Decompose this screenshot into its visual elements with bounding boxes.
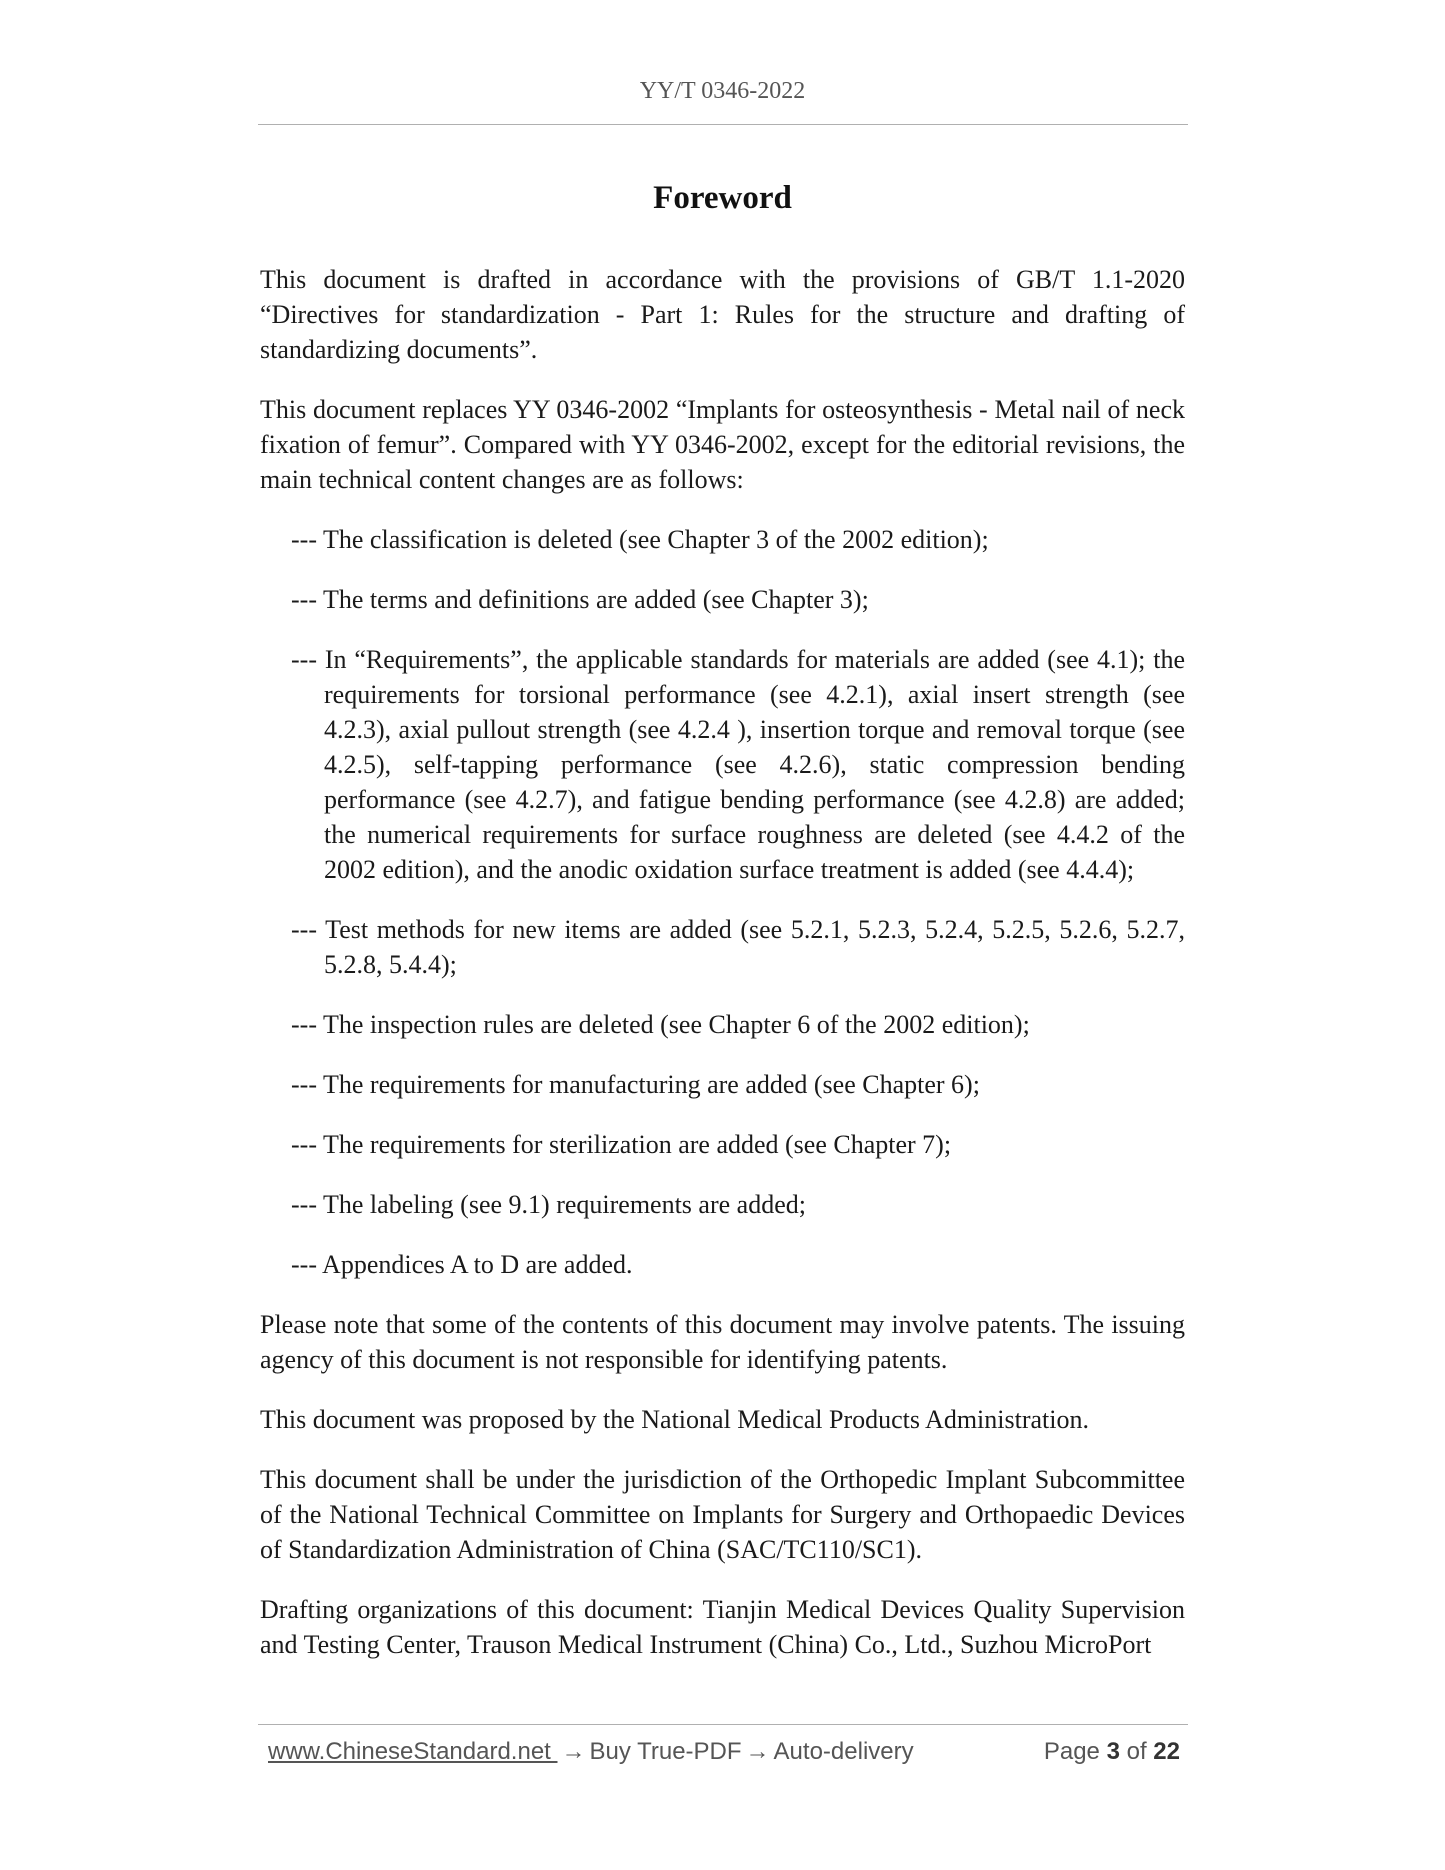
change-item: --- The terms and definitions are added (see Chapter 3); <box>291 585 869 614</box>
drafting-organizations-paragraph: Drafting organizations of this document: Tianjin Medical Devices Quality Supervision and Testing Center, Trauson Medical Instrument (China) Co., Ltd., Suzhou MicroPort <box>260 1595 1185 1659</box>
intro-paragraph-replaces: This document replaces YY 0346-2002 “Implants for osteosynthesis - Metal nail of neck fixation of femur”. Compared with YY 0346-2002, except for the editorial revisions, the main technical content changes are as follows: <box>260 395 1185 494</box>
patent-paragraph: Please note that some of the contents of this document may involve patents. The issuing agency of this document is not responsible for identifying patents. <box>260 1310 1185 1374</box>
buy-true-pdf-text: Buy True-PDF <box>589 1738 742 1765</box>
change-item: --- The labeling (see 9.1) requirements are added; <box>291 1190 806 1219</box>
change-item: --- The inspection rules are deleted (see Chapter 6 of the 2002 edition); <box>291 1010 1030 1039</box>
footer-promo <box>268 1738 914 1766</box>
change-item: --- The requirements for sterilization are added (see Chapter 7); <box>291 1130 952 1159</box>
change-item: --- Appendices A to D are added. <box>291 1250 633 1279</box>
page-label: Page <box>1043 1738 1100 1765</box>
current-page-number: 3 <box>1106 1738 1120 1765</box>
change-item: --- In “Requirements”, the applicable standards for materials are added (see 4.1); the requirements for torsional performance (see 4.2.1), axial insert strength (see 4.2.3), axial pullout strength (see 4.2.4 ), insertion torque and removal torque (see 4.2.5), self-tapping performance (see 4.2.6), static compression bending performance (see 4.2.7), and fatigue bending performance (see 4.2.8) are added; the numerical requirements for surface roughness are deleted (see 4.4.2 of the 2002 edition), and the anodic oxidation surface treatment is added (see 4.4.4); <box>291 645 1185 884</box>
change-item: --- Test methods for new items are added (see 5.2.1, 5.2.3, 5.2.4, 5.2.5, 5.2.6, 5.2.7, 5.2.8, 5.4.4); <box>291 915 1185 979</box>
jurisdiction-paragraph: This document shall be under the jurisdiction of the Orthopedic Implant Subcommittee of the National Technical Committee on Implants for Surgery and Orthopaedic Devices of Standardization Administration of China (SAC/TC110/SC1). <box>260 1465 1185 1564</box>
changes-list <box>260 522 1185 1282</box>
footer-rule <box>258 1724 1188 1725</box>
intro-paragraph-drafting: This document is drafted in accordance with the provisions of GB/T 1.1-2020 “Directives for standardization - Part 1: Rules for the structure and drafting of standardizing documents”. <box>260 265 1185 364</box>
document-body <box>260 262 1185 1687</box>
header-doc-code: YY/T 0346-2022 <box>639 78 806 104</box>
of-label: of <box>1126 1738 1147 1765</box>
change-item: --- The requirements for manufacturing are added (see Chapter 6); <box>291 1070 980 1099</box>
arrow-right-icon: → <box>561 1738 586 1765</box>
change-item: --- The classification is deleted (see Chapter 3 of the 2002 edition); <box>291 525 989 554</box>
arrow-right-icon: → <box>745 1738 770 1765</box>
total-pages-number: 22 <box>1153 1738 1180 1765</box>
site-link[interactable]: www.ChineseStandard.net <box>268 1738 558 1765</box>
page-title: Foreword <box>653 180 792 216</box>
auto-delivery-text: Auto-delivery <box>773 1738 914 1765</box>
page-indicator <box>1044 1738 1180 1766</box>
proposed-by-paragraph: This document was proposed by the National Medical Products Administration. <box>260 1405 1089 1434</box>
header-rule <box>258 124 1188 125</box>
